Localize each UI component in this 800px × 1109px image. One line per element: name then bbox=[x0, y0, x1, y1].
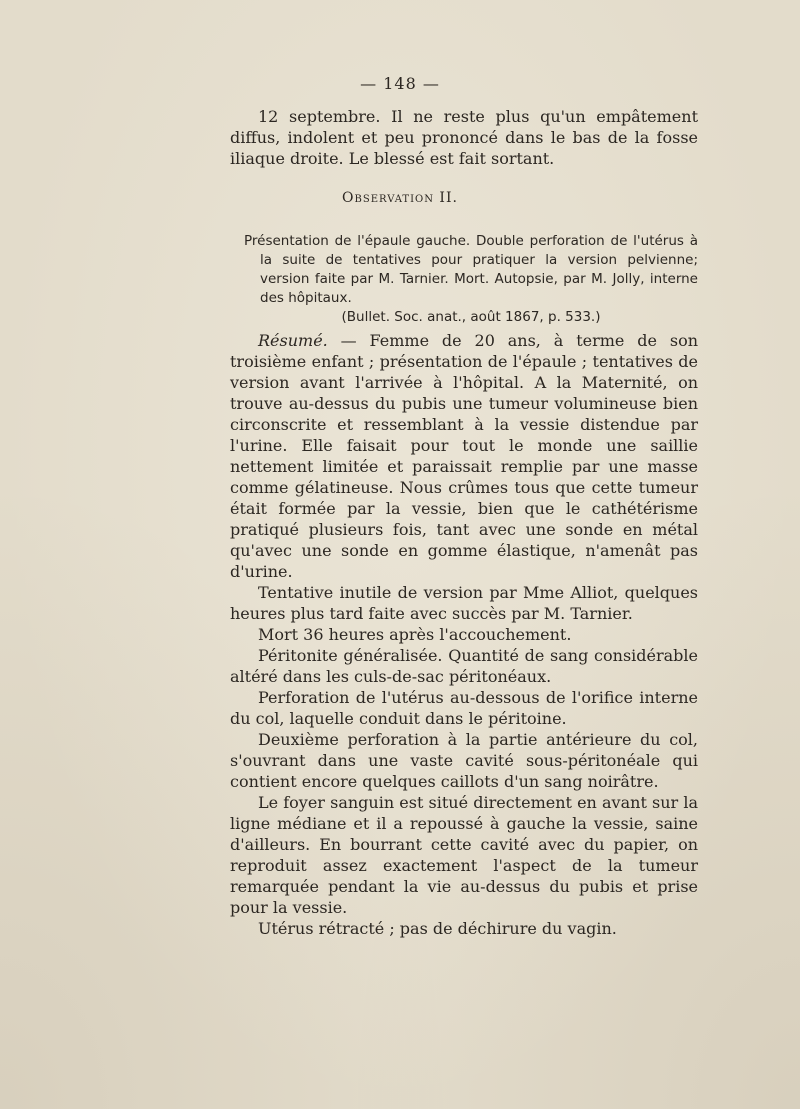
opening-paragraph bbox=[230, 106, 698, 169]
body-paragraph: Deuxième perforation à la partie antérieure du col, s'ouvrant dans une vaste cavité sous-péritonéale qui contient encore quelques caillots d'un sang noirâtre. bbox=[230, 730, 698, 791]
page-number: — 148 — bbox=[360, 74, 440, 93]
resume-text: — Femme de 20 ans, à terme de son troisième enfant ; présentation de l'épaule ; tentatives de version avant l'arrivée à l'hôpital. A la Maternité, on trouve au-dessus du pubis une tumeur volumineuse bien circonscrite et ressemblant à la vessie distendue par l'urine. Elle faisait pour tout le monde une saillie nettement limitée et paraissait remplie par une masse comme gélatineuse. Nous crûmes tous que cette tumeur était formée par la vessie, bien que le cathétérisme pratiqué plusieurs fois, tant avec une sonde en métal qu'avec une sonde en gomme élastique, n'amenât pas d'urine. bbox=[230, 331, 698, 581]
body-paragraph: Le foyer sanguin est situé directement en avant sur la ligne médiane et il a repoussé à gauche la vessie, saine d'ailleurs. En bourrant cette cavité avec du papier, on reproduit assez exactement l'aspect de la tumeur remarquée pendant la vie au-dessus du pubis et prise pour la vessie. bbox=[230, 793, 698, 917]
observation-body bbox=[230, 330, 698, 939]
body-paragraph: Péritonite généralisée. Quantité de sang considérable altéré dans les culs-de-sac péritonéaux. bbox=[230, 646, 698, 686]
case-summary-source: (Bullet. Soc. anat., août 1867, p. 533.) bbox=[341, 309, 601, 325]
resume-paragraph bbox=[230, 330, 698, 582]
observation-heading: Observation II. bbox=[342, 190, 458, 206]
case-summary bbox=[244, 232, 698, 327]
body-paragraph: Perforation de l'utérus au-dessous de l'orifice interne du col, laquelle conduit dans le péritoine. bbox=[230, 688, 698, 728]
opening-paragraph-text: 12 septembre. Il ne reste plus qu'un empâtement diffus, indolent et peu prononcé dans le bas de la fosse iliaque droite. Le blessé est fait sortant. bbox=[230, 107, 698, 168]
body-paragraph: Mort 36 heures après l'accouchement. bbox=[258, 625, 572, 644]
body-paragraph: Utérus rétracté ; pas de déchirure du vagin. bbox=[258, 919, 617, 938]
body-paragraph: Tentative inutile de version par Mme Alliot, quelques heures plus tard faite avec succès par M. Tarnier. bbox=[230, 583, 698, 623]
resume-label: Résumé. bbox=[258, 331, 328, 350]
case-summary-title: Présentation de l'épaule gauche. Double perforation de l'utérus à la suite de tentatives pour pratiquer la version pelvienne; version faite par M. Tarnier. Mort. Autopsie, par M. Jolly, interne des hôpitaux. bbox=[244, 233, 698, 306]
